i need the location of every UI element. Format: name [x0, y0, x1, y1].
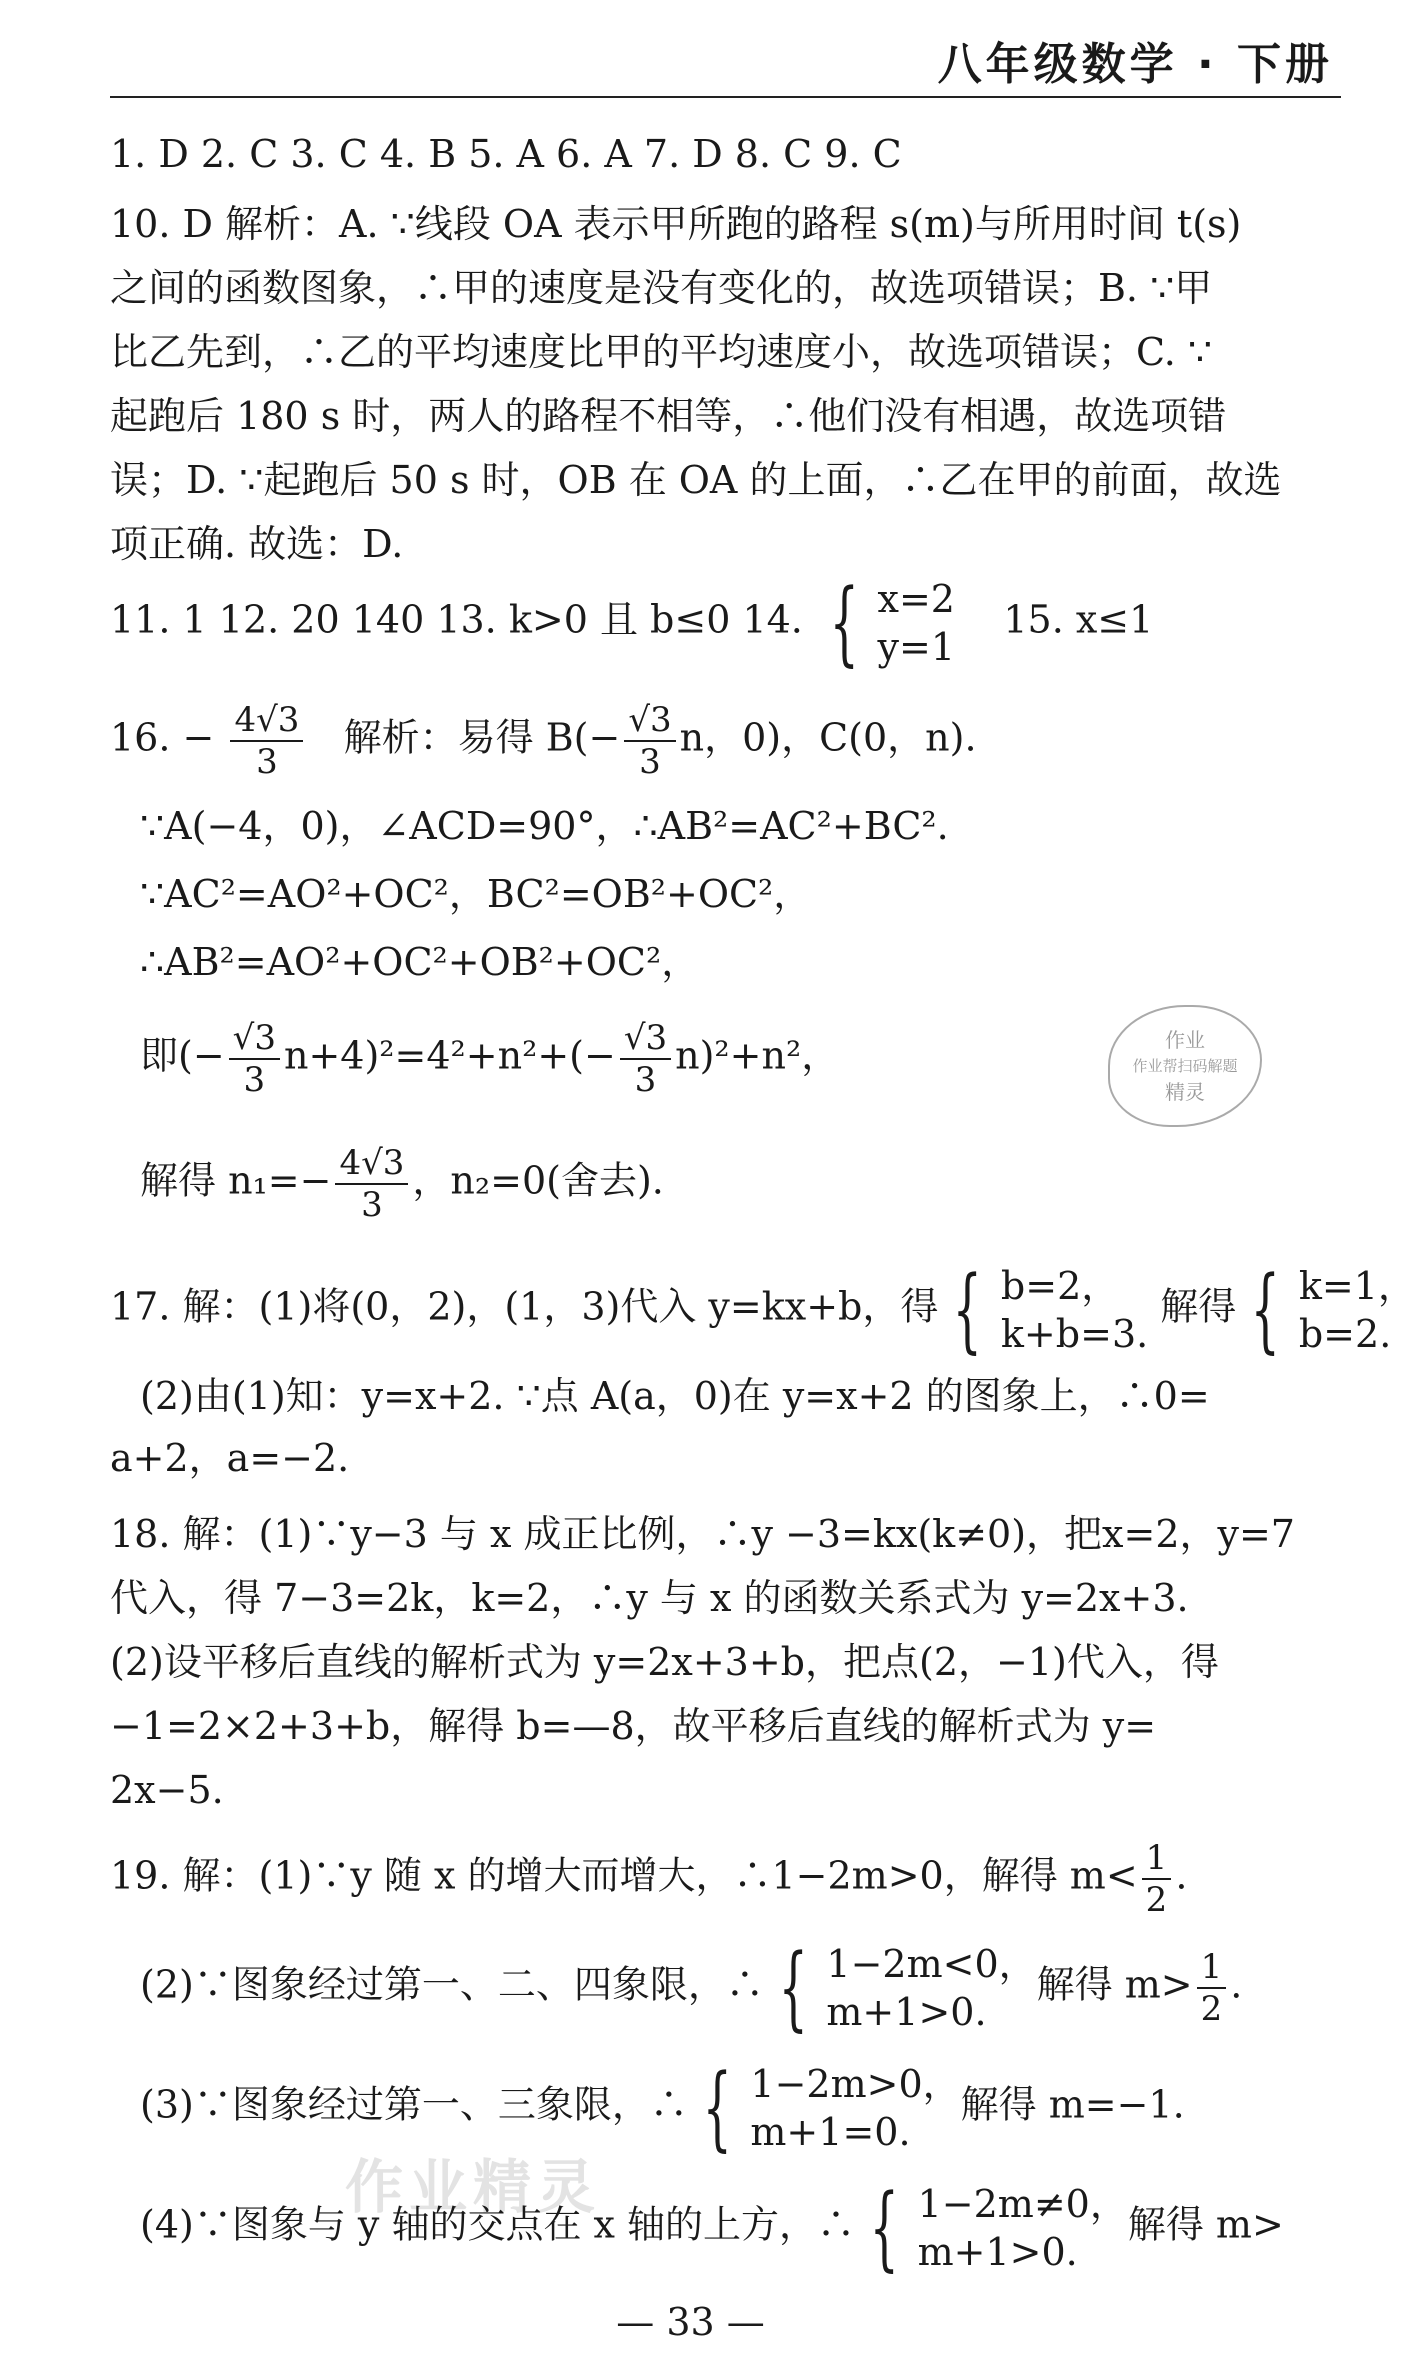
- q18-line-5: 2x−5.: [110, 1768, 224, 1812]
- watermark-text: 作业精灵: [345, 2153, 602, 2221]
- q11-14-text: 11. 1 12. 20 140 13. k>0 且 b≤0 14.: [110, 597, 803, 642]
- q16-fraction-b: [624, 700, 675, 782]
- frac-num: 4√3: [335, 1143, 408, 1185]
- q18-line-1: 18. 解：(1)∵y−3 与 x 成正比例，∴y −3=kx(k≠0)，把x=2，y=7: [110, 1512, 1295, 1556]
- q16-line-2: ∵A(−4，0)，∠ACD=90°，∴AB²=AC²+BC².: [140, 804, 949, 848]
- q19-system-3: [688, 2054, 961, 2161]
- brace-glyph: {: [778, 1934, 808, 2041]
- frac-num: 4√3: [230, 700, 303, 742]
- q19-s4-eq-1: 1−2m≠0，: [917, 2182, 1128, 2226]
- frac-den: 3: [243, 1060, 266, 1100]
- q17-s1-eq-2: k+b=3.: [1000, 1312, 1149, 1356]
- q16-line-3: ∵AC²=AO²+OC²，BC²=OB²+OC²，: [140, 872, 812, 916]
- q17-s2-eq-2: b=2.: [1298, 1312, 1392, 1356]
- q19-half-1: [1142, 1838, 1172, 1920]
- q17-s1-eq-1: b=2，: [1000, 1264, 1120, 1308]
- q14-eq-2: y=1: [877, 625, 956, 669]
- frac-num: √3: [229, 1018, 280, 1060]
- frac-num: 1: [1142, 1838, 1172, 1880]
- q16-fraction-d: [620, 1018, 671, 1100]
- q19-s3-eq-2: m+1=0.: [750, 2110, 911, 2154]
- q19-line-2: (2)∵图象经过第一、二、四象限，∴ { 1−2m<0， m+1>0. 解得 m> $\frac{1}{2}$ .: [140, 1934, 1243, 2041]
- q16-line-1: [110, 700, 977, 782]
- q16-l5-b: n+4)²=4²+n²+(−: [283, 1033, 616, 1078]
- q18-line-3: (2)设平移后直线的解析式为 y=2x+3+b，把点(2，−1)代入，得: [110, 1640, 1219, 1684]
- q15-text: 15. x≤1: [1003, 597, 1154, 642]
- q19-system-2: [764, 1934, 1037, 2041]
- frac-num: √3: [620, 1018, 671, 1060]
- page-header-title: 八年级数学 · 下册: [937, 39, 1333, 90]
- q19-text-1: 19. 解：(1)∵y 随 x 的增大而增大，∴1−2m>0，解得 m<: [110, 1853, 1138, 1898]
- stamp-bottom-text: 精灵: [1165, 1080, 1205, 1104]
- q17-line-1: [110, 1256, 1416, 1363]
- q10-line-4: 起跑后 180 s 时，两人的路程不相等，∴他们没有相遇，故选项错: [110, 394, 1227, 438]
- q19-l3-text: (3)∵图象经过第一、三象限，∴: [140, 2082, 688, 2127]
- q10-line-2: 之间的函数图象，∴甲的速度是没有变化的，故选项错误；B. ∵甲: [110, 266, 1213, 310]
- q19-l4-result: 解得 m>: [1127, 2202, 1284, 2247]
- brace-glyph: {: [702, 2054, 732, 2161]
- q17-system-2: [1236, 1256, 1416, 1363]
- frac-den: 2: [1200, 1989, 1223, 2029]
- q19-s4-eq-2: m+1>0.: [917, 2230, 1078, 2274]
- frac-num: 1: [1197, 1947, 1227, 1989]
- q19-l2-result: 解得 m>: [1036, 1962, 1193, 2007]
- q16-line-6: [140, 1143, 664, 1225]
- q19-half-2: [1197, 1947, 1227, 2029]
- brace-glyph: {: [1250, 1256, 1281, 1363]
- q10-line-1: 10. D 解析：A. ∵线段 OA 表示甲所跑的路程 s(m)与所用时间 t(s): [110, 202, 1242, 246]
- q18-line-2: 代入，得 7−3=2k，k=2，∴y 与 x 的函数关系式为 y=2x+3.: [110, 1576, 1189, 1620]
- q16-fraction-e: [335, 1143, 408, 1225]
- frac-den: 2: [1145, 1880, 1168, 1920]
- frac-den: 3: [256, 742, 278, 782]
- q16-l5-c: n)²+n²，: [675, 1033, 840, 1078]
- brace-glyph: {: [829, 569, 859, 676]
- q19-line-3: [140, 2054, 1185, 2161]
- q19-system-4: [855, 2174, 1128, 2281]
- q17-system-1: [938, 1256, 1149, 1363]
- q14-system: [815, 569, 956, 676]
- q11-15-line: [110, 569, 1154, 676]
- q16-line-5: [140, 1018, 839, 1100]
- q19-s2-eq-2: m+1>0.: [826, 1990, 987, 2034]
- q16-l6-b: ，n₂=0(舍去).: [412, 1158, 664, 1203]
- q19-l2-text: (2)∵图象经过第一、二、四象限，∴: [140, 1962, 764, 2007]
- q16-l6-a: 解得 n₁=−: [140, 1158, 332, 1203]
- frac-den: 3: [361, 1185, 383, 1225]
- brace-glyph: {: [869, 2174, 899, 2281]
- q10-line-3: 比乙先到，∴乙的平均速度比甲的平均速度小，故选项错误；C. ∵: [110, 330, 1213, 374]
- page-number: — 33 —: [616, 2300, 765, 2344]
- q16-fraction-c: [229, 1018, 280, 1100]
- q17-line-2: (2)由(1)知：y=x+2. ∵点 A(a，0)在 y=x+2 的图象上，∴0=: [140, 1374, 1210, 1418]
- q16-text-1: 解析：易得 B(−: [343, 715, 621, 760]
- watermark-stamp: [1108, 1005, 1262, 1127]
- q17-text-b: 解得: [1160, 1284, 1237, 1329]
- q19-line-4: [140, 2174, 1284, 2281]
- stamp-top-text: 作业: [1165, 1028, 1205, 1052]
- q17-s2-eq-1: k=1，: [1298, 1264, 1416, 1308]
- q16-fraction-answer: [230, 700, 303, 782]
- q17-line-3: a+2，a=−2.: [110, 1436, 350, 1480]
- q19-l3-result: 解得 m=−1.: [960, 2082, 1185, 2127]
- q19-s2-eq-1: 1−2m<0，: [826, 1942, 1037, 1986]
- q10-line-6: 项正确. 故选：D.: [110, 522, 404, 566]
- q16-l5-a: 即(−: [140, 1033, 225, 1078]
- frac-den: 3: [639, 742, 661, 782]
- frac-num: √3: [624, 700, 675, 742]
- stamp-mid-text: 作业帮扫码解题: [1132, 1057, 1238, 1075]
- answers-1-9: 1. D 2. C 3. C 4. B 5. A 6. A 7. D 8. C 9. C: [110, 132, 902, 176]
- header-divider: [110, 96, 1341, 98]
- q16-head: 16. −: [110, 715, 215, 760]
- q17-text-a: 17. 解：(1)将(0，2)，(1，3)代入 y=kx+b，得: [110, 1284, 939, 1329]
- q10-line-5: 误；D. ∵起跑后 50 s 时，OB 在 OA 的上面，∴乙在甲的前面，故选: [110, 458, 1282, 502]
- q19-s3-eq-1: 1−2m>0，: [750, 2062, 961, 2106]
- q18-line-4: −1=2×2+3+b，解得 b=—8，故平移后直线的解析式为 y=: [110, 1704, 1157, 1748]
- frac-den: 3: [634, 1060, 657, 1100]
- q16-line-4: ∴AB²=AO²+OC²+OB²+OC²，: [140, 940, 700, 984]
- q19-l4-text: (4)∵图象与 y 轴的交点在 x 轴的上方，∴: [140, 2202, 856, 2247]
- brace-glyph: {: [952, 1256, 983, 1363]
- q19-line-1: 19. 解：(1)∵y 随 x 的增大而增大，∴1−2m>0，解得 m< $\frac{1}{2}$ .: [110, 1838, 1188, 1920]
- q14-eq-1: x=2: [877, 577, 955, 621]
- q16-text-2: n，0)，C(0，n).: [679, 715, 977, 760]
